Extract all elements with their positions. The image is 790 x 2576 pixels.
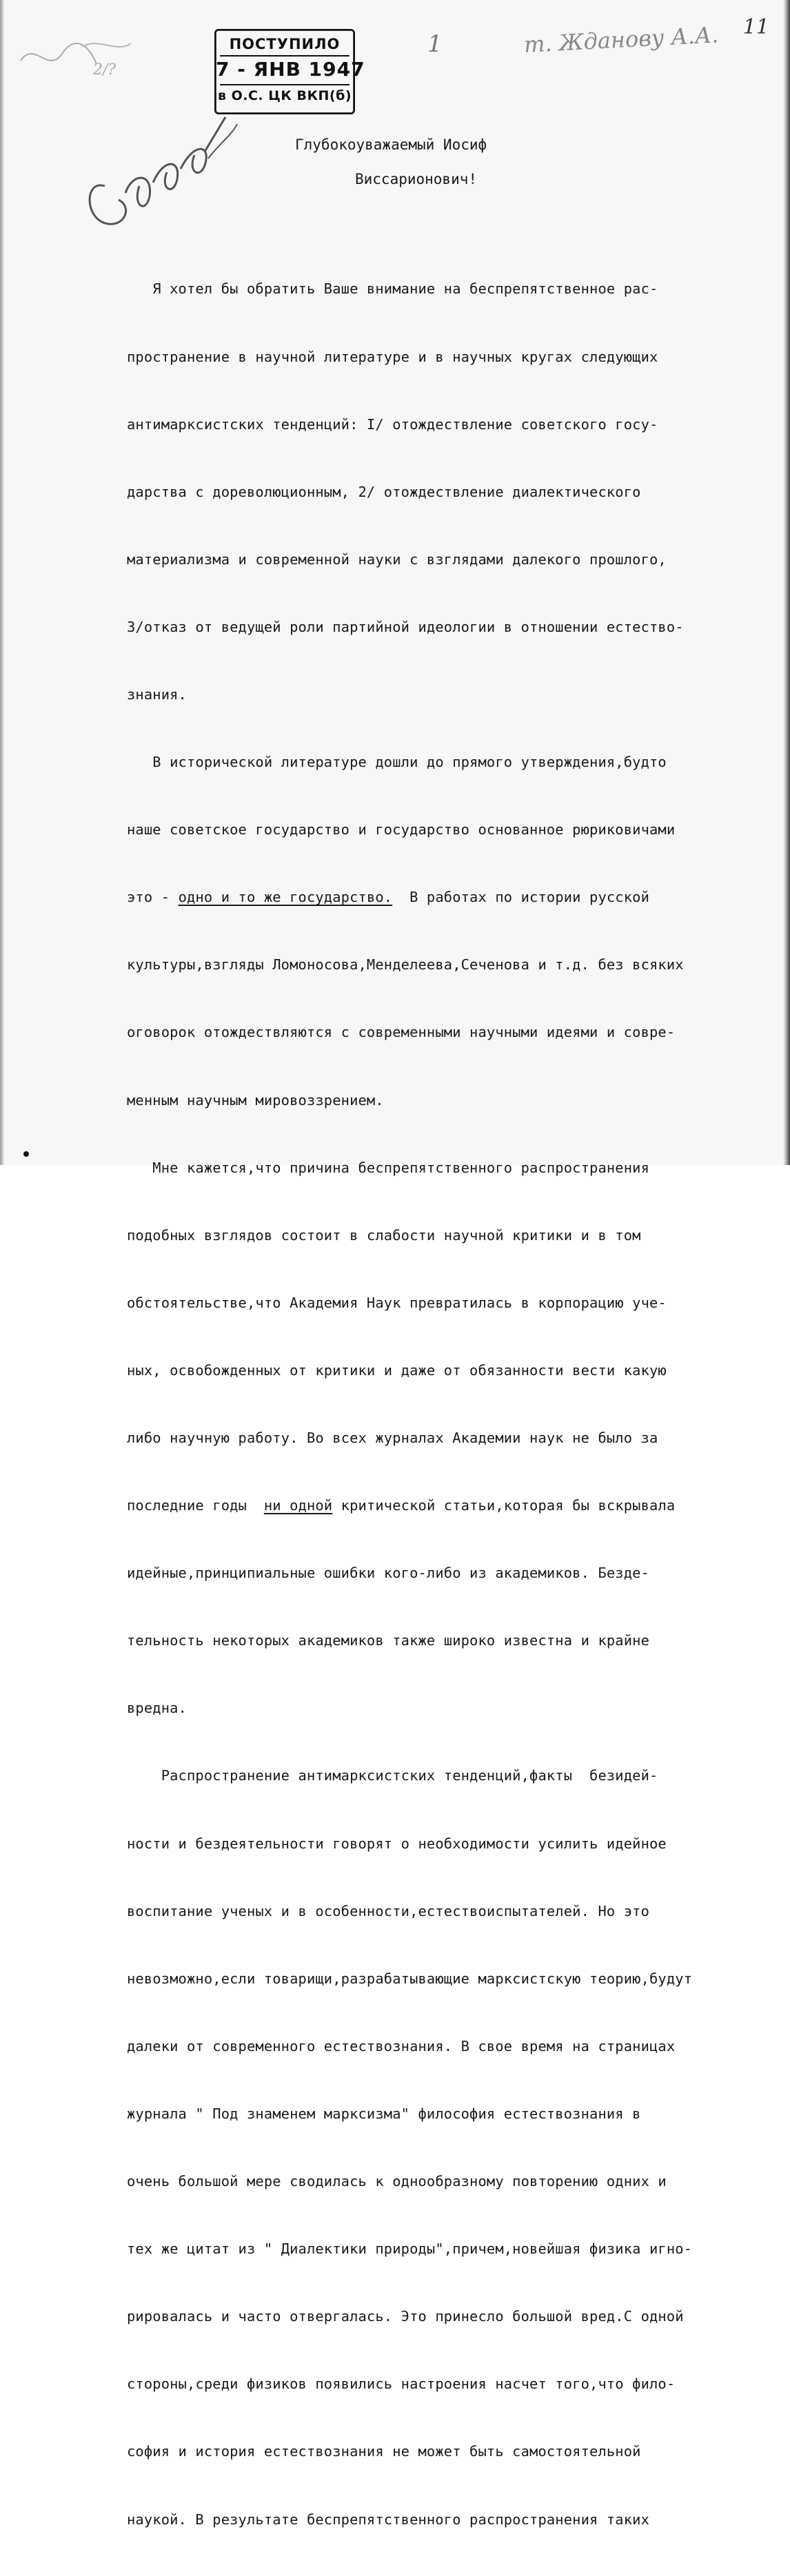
letter-line [127, 1494, 768, 1517]
letter-line: вредна. [127, 1700, 187, 1717]
stamp-department: в О.С. ЦК ВКП(б) [217, 88, 352, 103]
letter-line-segment: это - [127, 889, 179, 906]
letter-line: 3/отказ от ведущей роли партийной идеологии в отношении естество- [127, 618, 684, 635]
letter-line: обстоятельстве,что Академия Наук превратилась в корпорацию уче- [127, 1294, 667, 1311]
letter-line: оговорок отождествляются с современными научными идеями и совре- [127, 1024, 676, 1041]
greeting-line-1: Глубокоуважаемый Иосиф [295, 136, 487, 153]
stamp-divider [220, 84, 350, 85]
letter-line: знания. [127, 686, 187, 703]
letter-line: либо научную работу. Во всех журналах Академии наук не было за [127, 1430, 658, 1446]
letter-line: софия и история естествознания не может быть самостоятельной [127, 2443, 641, 2460]
letter-line: очень большой мере сводилась к однообразному повторению одних и [127, 2173, 667, 2190]
letter-line: пространение в научной литературе и в научных кругах следующих [127, 348, 658, 365]
stamp-divider [220, 55, 350, 56]
letter-line: антимарксистских тенденций: I/ отождествление советского госу- [127, 415, 658, 433]
letter-line: подобных взглядов состоит в слабости научной критики и в том [127, 1226, 641, 1244]
letter-line: дарства с дореволюционным, 2/ отождествление диалектического [127, 483, 641, 500]
letter-line-segment: критической статьи,которая бы вскрывала [332, 1497, 676, 1514]
greeting-line-2: Виссарионович! [355, 171, 478, 187]
svodka-handwritten-icon [77, 103, 243, 248]
letter-line: наукой. В результате беспрепятственного распространения таких [127, 2511, 649, 2528]
letter-line: невозможно,если товарищи,разрабатывающие марксистскую теорию,будут [127, 1970, 693, 1987]
letter-line: Я хотел бы обратить Ваше внимание на беспрепятственное рас- [127, 280, 658, 298]
letter-line: менным научным мировоззрением. [127, 1091, 384, 1109]
letter-line: тельность некоторых академиков также широко известна и крайне [127, 1632, 649, 1649]
received-stamp [214, 29, 365, 114]
letter-line: ности и бездеятельности говорят о необходимости усилить идейное [127, 1835, 667, 1852]
stamp-received-label: ПОСТУПИЛО [229, 36, 341, 52]
stamp-date: 7 - ЯНВ 1947 [216, 58, 365, 81]
letter-line: культуры,взгляды Ломоносова,Менделеева,Сеченова и т.д. без всяких [127, 956, 684, 973]
letter-line-segment: В работах по истории русской [392, 889, 650, 906]
page-sequence-note: 1 [427, 30, 443, 58]
letter-line: тех же цитат из " Диалектики природы",причем,новейшая физика игно- [127, 2240, 693, 2258]
corner-scribble-icon [14, 33, 138, 81]
letter-line: идейные,принципиальные ошибки кого-либо из академиков. Безде- [127, 1565, 649, 1582]
letter-line: Мне кажется,что причина беспрепятственного распространения [127, 1159, 649, 1176]
underlined-phrase: ни одной [263, 1497, 333, 1514]
addressee-handwritten-note: т. Жданову А.А. [523, 21, 720, 58]
letter-line: далеки от современного естествознания. В свое время на страницах [127, 2037, 676, 2054]
binding-hole [23, 1151, 29, 1157]
letter-line: В исторической литературе дошли до прямого утверждения,будто [127, 754, 667, 771]
letter-line [127, 886, 768, 909]
letter-line: стороны,среди физиков появились настроения насчет того,что фило- [127, 2376, 676, 2393]
underlined-phrase: одно и то же государство. [178, 889, 393, 906]
letter-line: ных, освобожденных от критики и даже от обязанности вести какую [127, 1361, 667, 1379]
letter-line: материализма и современной науки с взглядами далекого прошлого, [127, 550, 667, 568]
corner-note: 2/? [93, 61, 117, 79]
letter-line-segment: последние годы [127, 1497, 264, 1514]
letter-line: Распространение антимарксистских тенденций,факты безидей- [127, 1767, 658, 1784]
letter-body [127, 233, 768, 2576]
letter-line: воспитание ученых и в особенности,естествоиспытателей. Но это [127, 1902, 649, 1919]
letter-line: рировалась и часто отвергалась. Это принесло большой вред.С одной [127, 2308, 684, 2325]
letter-line: журнала " Под знаменем марксизма" философия естествознания в [127, 2105, 641, 2122]
letter-line: наше советское государство и государство основанное рюриковичами [127, 821, 676, 838]
archive-page-number: 11 [742, 15, 769, 39]
